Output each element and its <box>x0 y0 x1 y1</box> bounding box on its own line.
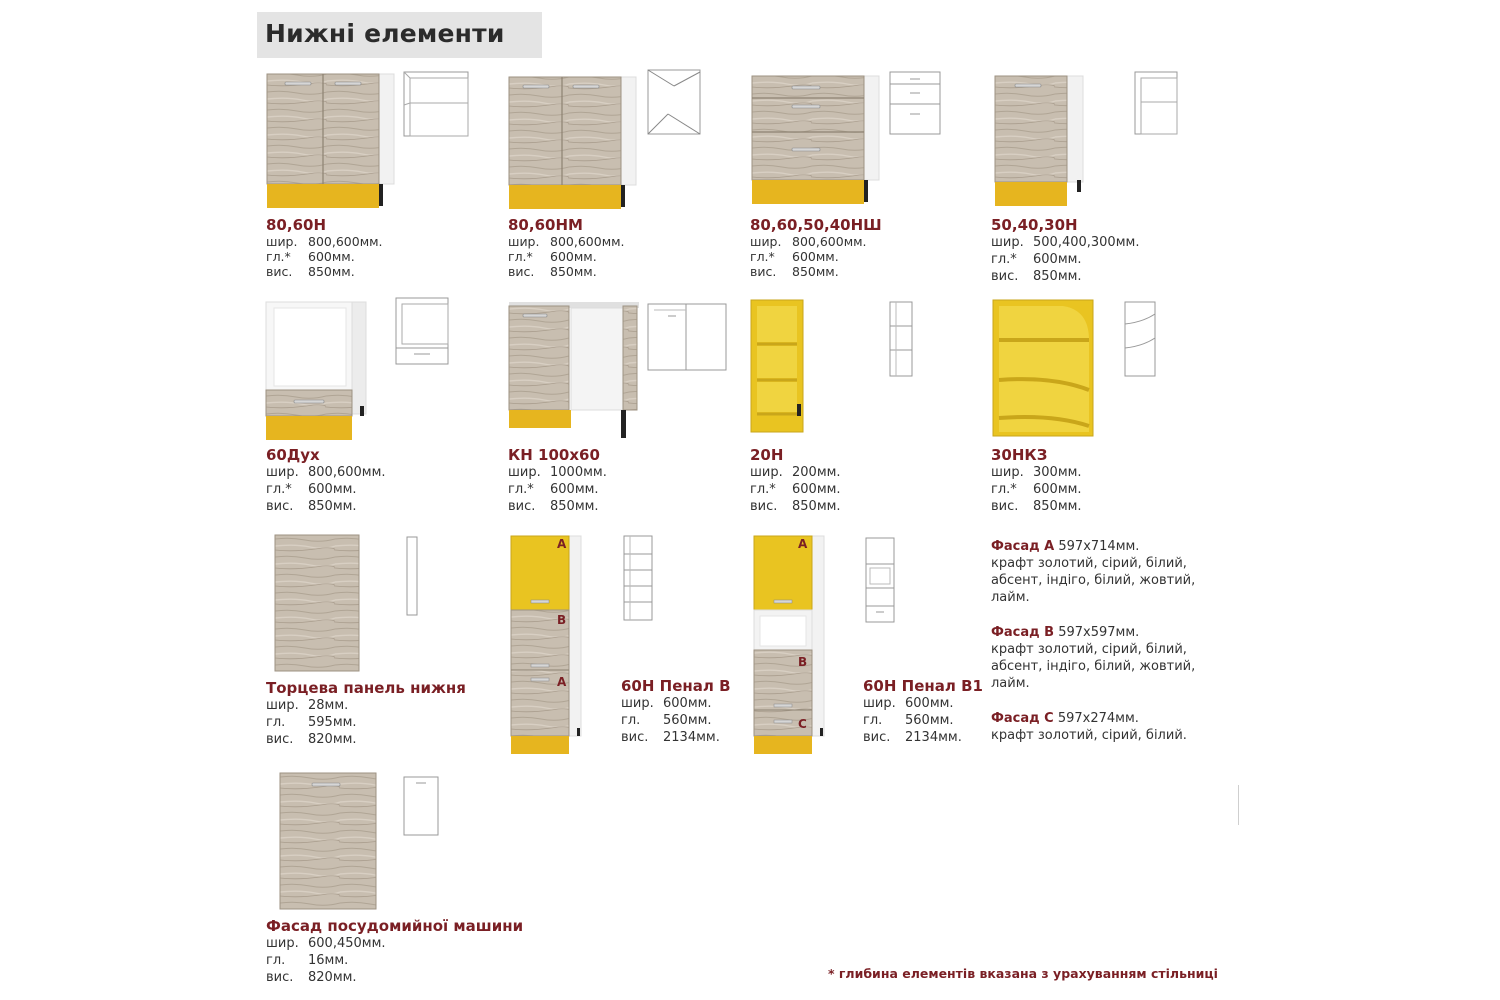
divider-line <box>1238 785 1239 825</box>
spec-value: 850мм. <box>308 499 357 514</box>
facade-desc: крафт золотий, сірий, білий. <box>991 728 1187 743</box>
spec-key: гл. <box>266 953 286 968</box>
spec-key: вис. <box>266 499 294 514</box>
item-name: 60Н Пенал В <box>621 677 731 695</box>
item-name: 60Дух <box>266 446 320 464</box>
item-30nkz-caption <box>991 447 1082 515</box>
spec-value: 600мм. <box>550 249 597 264</box>
spec-key: гл.* <box>266 482 292 497</box>
item-20n-caption <box>750 447 841 515</box>
end-panel-drawing <box>405 535 425 620</box>
spec-value: 850мм. <box>308 264 355 279</box>
spec-value: 500,400,300мм. <box>1033 235 1140 250</box>
item-name: 30НКЗ <box>991 446 1048 464</box>
spec-value: 850мм. <box>550 264 597 279</box>
spec-value: 850мм. <box>1033 269 1082 284</box>
cabinet-80-60n-drawing <box>402 70 472 140</box>
spec-value: 28мм. <box>308 698 349 713</box>
spec-value: 850мм. <box>792 264 839 279</box>
item-tall-b-caption <box>621 678 731 746</box>
spec-key: гл.* <box>991 482 1017 497</box>
facade-letter-a: A <box>557 675 567 689</box>
spec-value: 600мм. <box>1033 482 1082 497</box>
cabinet-drawers-image <box>752 72 882 212</box>
item-50-40-30n-caption <box>991 217 1139 285</box>
facade-letter-a: A <box>557 537 567 551</box>
spec-value: 560мм. <box>905 713 954 728</box>
facade-letter-a: A <box>798 537 808 551</box>
item-name: Торцева панель нижня <box>266 679 466 697</box>
spec-value: 600мм. <box>792 249 839 264</box>
spec-value: 2134мм. <box>905 730 962 745</box>
spec-key: вис. <box>991 499 1019 514</box>
spec-key: шир. <box>266 465 299 480</box>
item-drawers-caption <box>750 217 882 279</box>
spec-key: шир. <box>621 696 654 711</box>
item-name: Фасад посудомийної машини <box>266 917 524 935</box>
facade-desc: крафт золотий, сірий, білий, абсент, індіго, білий, жовтий, лайм. <box>991 556 1196 605</box>
facade-desc: крафт золотий, сірий, білий, абсент, індіго, білий, жовтий, лайм. <box>991 642 1196 691</box>
spec-value: 850мм. <box>792 499 841 514</box>
corner-shelf-drawing <box>1123 300 1163 380</box>
item-name: 50,40,30Н <box>991 216 1078 234</box>
page-title: Нижні елементи <box>257 12 542 58</box>
spec-key: гл.* <box>991 252 1017 267</box>
item-name: 80,60Н <box>266 216 326 234</box>
corner-shelf-image <box>993 300 1098 440</box>
facade-size: 597х714мм. <box>1058 539 1140 554</box>
spec-value: 820мм. <box>308 970 357 985</box>
item-dishwasher-caption <box>266 918 523 986</box>
tall-cabinet-b1-image <box>754 534 829 759</box>
spec-key: вис. <box>508 264 535 279</box>
facade-c-info <box>991 710 1211 744</box>
spec-value: 600мм. <box>663 696 712 711</box>
spec-key: вис. <box>266 970 294 985</box>
depth-footnote: * глибина елементів вказана з урахуванням стільниці <box>828 966 1218 981</box>
item-name: 80,60НМ <box>508 216 583 234</box>
dishwasher-facade-image <box>280 773 380 913</box>
spec-key: вис. <box>266 732 294 747</box>
spec-value: 800,600мм. <box>792 234 867 249</box>
spec-value: 2134мм. <box>663 730 720 745</box>
spec-value: 600мм. <box>308 249 355 264</box>
cabinet-50-40-30n-image <box>995 72 1090 212</box>
spec-key: гл. <box>863 713 883 728</box>
spec-key: шир. <box>991 465 1024 480</box>
spec-key: шир. <box>750 234 782 249</box>
spec-key: вис. <box>991 269 1019 284</box>
spec-key: вис. <box>266 264 293 279</box>
facade-name: Фасад А <box>991 539 1055 554</box>
spec-value: 600,450мм. <box>308 936 386 951</box>
cabinet-80-60nm-image <box>509 73 639 213</box>
spec-value: 16мм. <box>308 953 349 968</box>
item-80-60n-caption <box>266 217 383 279</box>
facade-a-info <box>991 538 1211 606</box>
tall-cabinet-b-image <box>511 534 586 759</box>
spec-key: вис. <box>863 730 891 745</box>
item-name: КН 100х60 <box>508 446 600 464</box>
spec-key: вис. <box>750 499 778 514</box>
spec-key: шир. <box>266 234 298 249</box>
spec-key: вис. <box>750 264 777 279</box>
spec-value: 600мм. <box>792 482 841 497</box>
facade-name: Фасад В <box>991 625 1055 640</box>
spec-key: шир. <box>991 235 1024 250</box>
facade-letter-c: C <box>798 717 807 731</box>
item-tall-b1-caption <box>863 678 983 746</box>
facade-name: Фасад С <box>991 711 1054 726</box>
cabinet-80-60n-image <box>267 70 397 212</box>
spec-key: вис. <box>508 499 536 514</box>
cabinet-50-40-30n-drawing <box>1133 70 1183 140</box>
facade-size: 597х274мм. <box>1057 711 1139 726</box>
spec-key: шир. <box>266 936 299 951</box>
spec-key: гл.* <box>750 482 776 497</box>
item-name: 60Н Пенал В1 <box>863 677 983 695</box>
spec-value: 600мм. <box>308 482 357 497</box>
facade-size: 597х597мм. <box>1058 625 1140 640</box>
corner-cabinet-image <box>509 298 644 440</box>
spec-value: 850мм. <box>1033 499 1082 514</box>
spec-value: 800,600мм. <box>308 234 383 249</box>
end-panel-image <box>275 535 365 675</box>
item-name: 20Н <box>750 446 784 464</box>
spec-key: гл. <box>266 715 286 730</box>
oven-cabinet-image <box>266 302 371 442</box>
spec-key: шир. <box>508 465 541 480</box>
spec-value: 1000мм. <box>550 465 607 480</box>
shelf-20n-drawing <box>888 300 918 380</box>
tall-cabinet-b1-drawing <box>864 536 899 626</box>
facade-letter-b: B <box>798 655 808 669</box>
spec-value: 850мм. <box>550 499 599 514</box>
spec-value: 595мм. <box>308 715 357 730</box>
spec-key: гл.* <box>508 482 534 497</box>
cabinet-80-60nm-drawing <box>646 68 706 138</box>
item-corner-caption <box>508 447 607 515</box>
spec-value: 600мм. <box>550 482 599 497</box>
spec-key: шир. <box>508 234 540 249</box>
item-oven-caption <box>266 447 386 515</box>
corner-cabinet-drawing <box>646 302 731 374</box>
spec-value: 300мм. <box>1033 465 1082 480</box>
spec-key: шир. <box>266 698 299 713</box>
spec-key: вис. <box>621 730 649 745</box>
spec-value: 560мм. <box>663 713 712 728</box>
spec-key: шир. <box>863 696 896 711</box>
facade-letter-b: B <box>557 613 567 627</box>
spec-value: 800,600мм. <box>550 234 625 249</box>
spec-key: гл. <box>621 713 641 728</box>
spec-key: гл.* <box>750 249 775 264</box>
item-80-60nm-caption <box>508 217 625 279</box>
spec-value: 800,600мм. <box>308 465 386 480</box>
tall-cabinet-b-drawing <box>622 534 657 624</box>
dishwasher-facade-drawing <box>402 775 442 839</box>
spec-value: 600мм. <box>905 696 954 711</box>
shelf-20n-image <box>751 300 811 440</box>
spec-key: шир. <box>750 465 783 480</box>
spec-key: гл.* <box>508 249 533 264</box>
cabinet-drawers-drawing <box>888 70 948 140</box>
spec-value: 200мм. <box>792 465 841 480</box>
item-end-panel-caption <box>266 680 466 748</box>
item-name: 80,60,50,40НШ <box>750 216 882 234</box>
oven-cabinet-drawing <box>394 296 454 368</box>
facade-b-info <box>991 624 1211 692</box>
spec-value: 600мм. <box>1033 252 1082 267</box>
spec-value: 820мм. <box>308 732 357 747</box>
spec-key: гл.* <box>266 249 291 264</box>
